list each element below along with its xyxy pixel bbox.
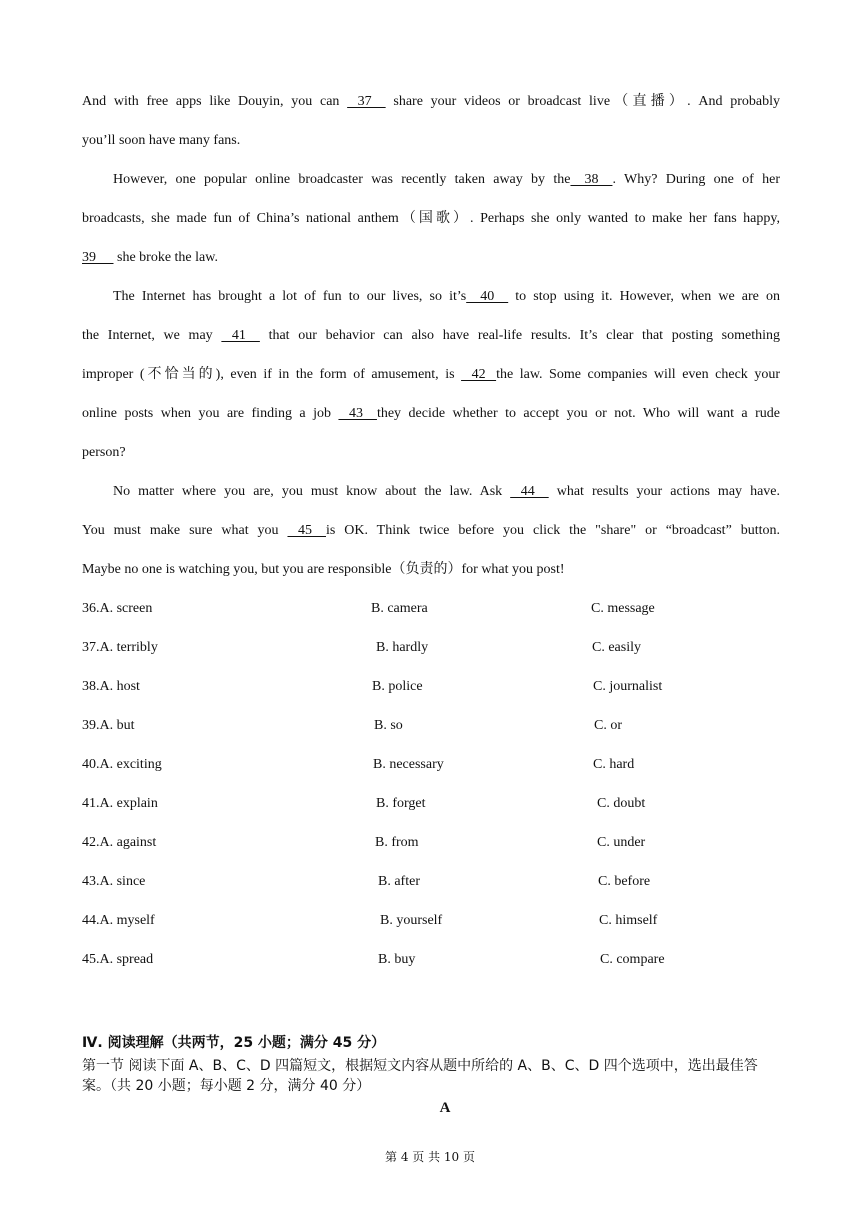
option-c: C. journalist	[593, 679, 663, 694]
option-a: 41.A. explain	[82, 796, 158, 811]
option-a: 45.A. spread	[82, 952, 154, 967]
option-b: B. yourself	[380, 913, 443, 928]
option-c: C. compare	[600, 952, 665, 967]
option-a: 36.A. screen	[82, 601, 153, 616]
blank-37: 37	[347, 94, 386, 109]
option-row	[82, 911, 782, 931]
passage-line-8: improper (不恰当的), even if in the form of amusement, is 42 the law. Some companies will even check your	[82, 365, 780, 385]
option-c: C. message	[591, 601, 655, 616]
option-b: B. necessary	[373, 757, 444, 772]
passage-line-6: The Internet has brought a lot of fun to our lives, so it’s 40 to stop using it. However, when we are on	[113, 287, 780, 307]
option-row	[82, 794, 782, 814]
blank-42: 42	[461, 367, 497, 382]
passage-line-9: online posts when you are finding a job 43 they decide whether to accept you or not. Who will want a rude	[82, 404, 780, 424]
passage-line-11: No matter where you are, you must know about the law. Ask 44 what results your actions may have.	[113, 482, 780, 502]
option-b: B. camera	[371, 601, 428, 616]
option-a: 43.A. since	[82, 874, 146, 889]
blank-44: 44	[510, 484, 549, 499]
option-c: C. easily	[592, 640, 641, 655]
passage-line-1: And with free apps like Douyin, you can 37 share your videos or broadcast live（直播）. And probably	[82, 92, 780, 112]
option-c: C. hard	[593, 757, 635, 772]
option-b: B. police	[372, 679, 423, 694]
option-b: B. so	[374, 718, 403, 733]
option-row	[82, 833, 782, 853]
blank-39: 39	[82, 250, 114, 265]
passage-line-12: You must make sure what you 45 is OK. Think twice before you click the "share" or “broadcast” button.	[82, 521, 780, 541]
option-c: C. or	[594, 718, 622, 733]
option-row	[82, 716, 782, 736]
option-b: B. forget	[376, 796, 426, 811]
blank-41: 41	[221, 328, 260, 343]
passage-line-10: person?	[82, 445, 126, 460]
option-row	[82, 950, 782, 970]
passage-line-2: you’ll soon have many fans.	[82, 133, 241, 148]
option-row	[82, 638, 782, 658]
option-c: C. himself	[599, 913, 658, 928]
passage-line-5: 39 she broke the law.	[82, 248, 780, 268]
option-b: B. from	[375, 835, 419, 850]
option-a: 39.A. but	[82, 718, 135, 733]
option-row	[82, 677, 782, 697]
option-a: 37.A. terribly	[82, 640, 158, 655]
option-c: C. under	[597, 835, 646, 850]
blank-40: 40	[466, 289, 509, 304]
blank-43: 43	[338, 406, 377, 421]
option-c: C. doubt	[597, 796, 646, 811]
section-heading: Ⅳ. 阅读理解（共两节，25 小题；满分 45 分）	[82, 1035, 386, 1051]
option-b: B. after	[378, 874, 420, 889]
option-a: 38.A. host	[82, 679, 140, 694]
option-row	[82, 599, 782, 619]
blank-38: 38	[570, 172, 613, 187]
passage-line-3: However, one popular online broadcaster was recently taken away by the 38 . Why? During one of her	[113, 170, 780, 190]
option-b: B. hardly	[376, 640, 429, 655]
blank-45: 45	[287, 523, 326, 538]
passage-line-13: Maybe no one is watching you, but you are responsible（负责的）for what you post!	[82, 562, 565, 577]
option-c: C. before	[598, 874, 651, 889]
passage-line-4: broadcasts, she made fun of China’s national anthem（国歌）. Perhaps she only wanted to make her fans happy,	[82, 211, 780, 226]
passage-label: A	[439, 1100, 451, 1116]
passage-line-7: the Internet, we may 41 that our behavior can also have real-life results. It’s clear that posting something	[82, 326, 780, 346]
option-a: 40.A. exciting	[82, 757, 162, 772]
option-a: 42.A. against	[82, 835, 157, 850]
option-row	[82, 755, 782, 775]
page-footer: 第 4 页 共 10 页	[385, 1150, 475, 1164]
option-a: 44.A. myself	[82, 913, 155, 928]
section-instruction: 第一节 阅读下面 A、B、C、D 四篇短文，根据短文内容从题中所给的 A、B、C、D 四个选项中，选出最佳答案。（共 20 小题；每小题 2 分，满分 40 分）	[82, 1058, 758, 1094]
option-b: B. buy	[378, 952, 416, 967]
option-row	[82, 872, 782, 892]
